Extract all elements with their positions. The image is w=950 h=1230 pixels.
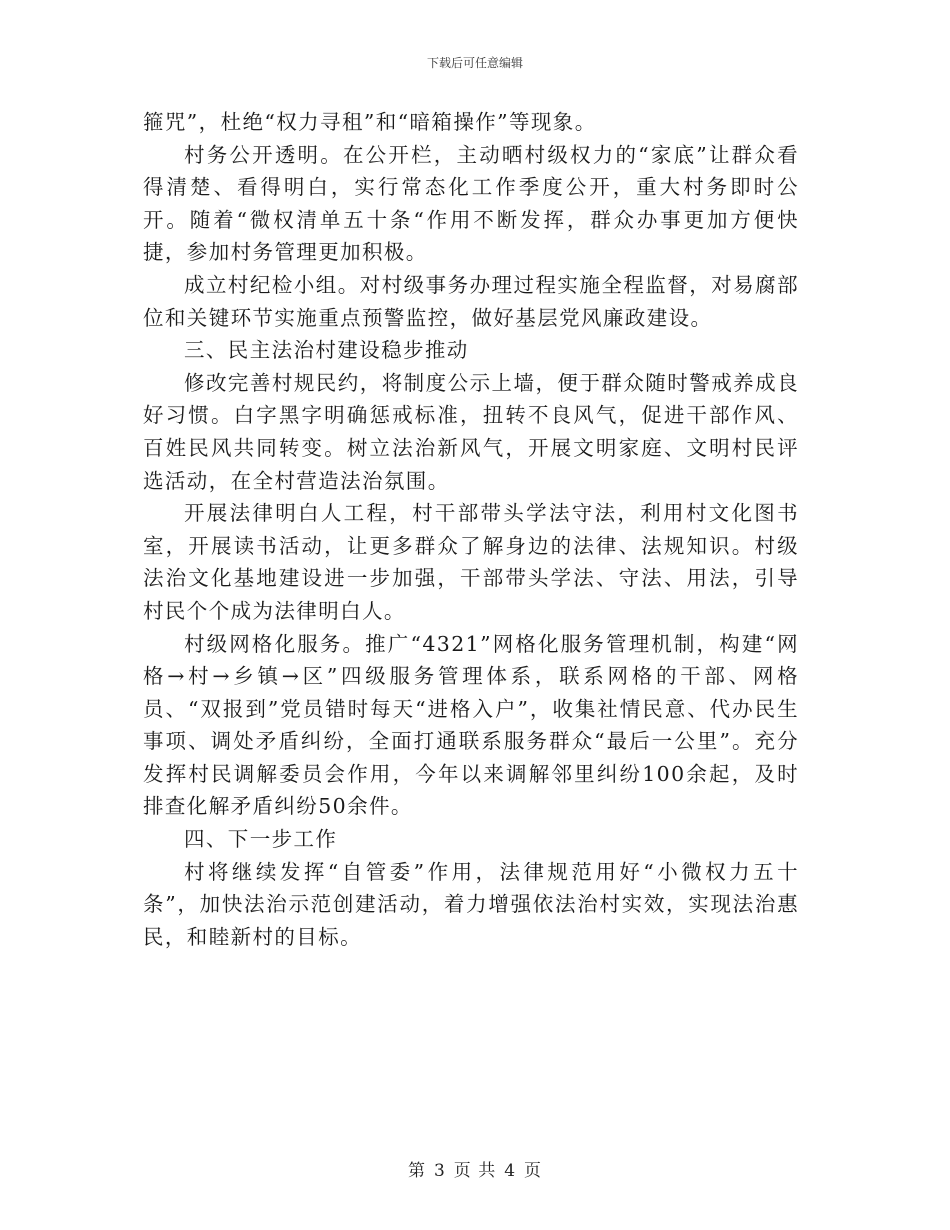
footer-suffix: 页 [524, 1161, 543, 1181]
document-body [143, 106, 799, 953]
paragraph-discipline-group: 成立村纪检小组。对村级事务办理过程实施全程监督，对易腐部位和关键环节实施重点预警监控，做好基层党风廉政建设。 [143, 272, 799, 330]
paragraph-grid-service: 村级网格化服务。推广“4321”网格化服务管理机制，构建“网格→村→乡镇→区”四级服务管理体系，联系网格的干部、网格员、“双报到”党员错时每天“进格入户”，收集社情民意、代办民生事项、调处矛盾纠纷，全面打通联系服务群众“最后一公里”。充分发挥村民调解委员会作用，今年以来调解邻里纠纷100余起，及时排查化解矛盾纠纷50余件。 [143, 631, 799, 819]
page-footer [0, 1156, 950, 1181]
footer-total-pages: 4 [504, 1161, 517, 1181]
section-heading-3: 三、民主法治村建设稳步推动 [184, 338, 469, 363]
paragraph-continuation: 箍咒”，杜绝“权力寻租”和“暗箱操作”等现象。 [143, 110, 597, 134]
section-heading-4: 四、下一步工作 [184, 827, 338, 852]
paragraph-next-steps: 村将继续发挥“自管委”作用，法律规范用好“小微权力五十条”，加快法治示范创建活动，着力增强依法治村实效，实现法治惠民，和睦新村的目标。 [143, 859, 799, 949]
page-header-note: 下载后可任意编辑 [426, 56, 523, 70]
footer-prefix: 第 [407, 1161, 426, 1181]
paragraph-village-rules: 修改完善村规民约，将制度公示上墙，便于群众随时警戒养成良好习惯。白字黑字明确惩戒标准，扭转不良风气，促进干部作风、百姓民风共同转变。树立法治新风气，开展文明家庭、文明村民评选活动，在全村营造法治氛围。 [143, 370, 799, 493]
footer-middle: 页 共 [453, 1161, 497, 1181]
paragraph-village-affairs-transparency: 村务公开透明。在公开栏，主动晒村级权力的“家底”让群众看得清楚、看得明白，实行常态化工作季度公开，重大村务即时公开。随着“微权清单五十条“作用不断发挥，群众办事更加方便快捷，参加村务管理更加积极。 [143, 142, 799, 265]
footer-current-page: 3 [433, 1161, 446, 1181]
paragraph-legal-literacy: 开展法律明白人工程，村干部带头学法守法，利用村文化图书室，开展读书活动，让更多群众了解身边的法律、法规知识。村级法治文化基地建设进一步加强，干部带头学法、守法、用法，引导村民个个成为法律明白人。 [143, 501, 799, 623]
